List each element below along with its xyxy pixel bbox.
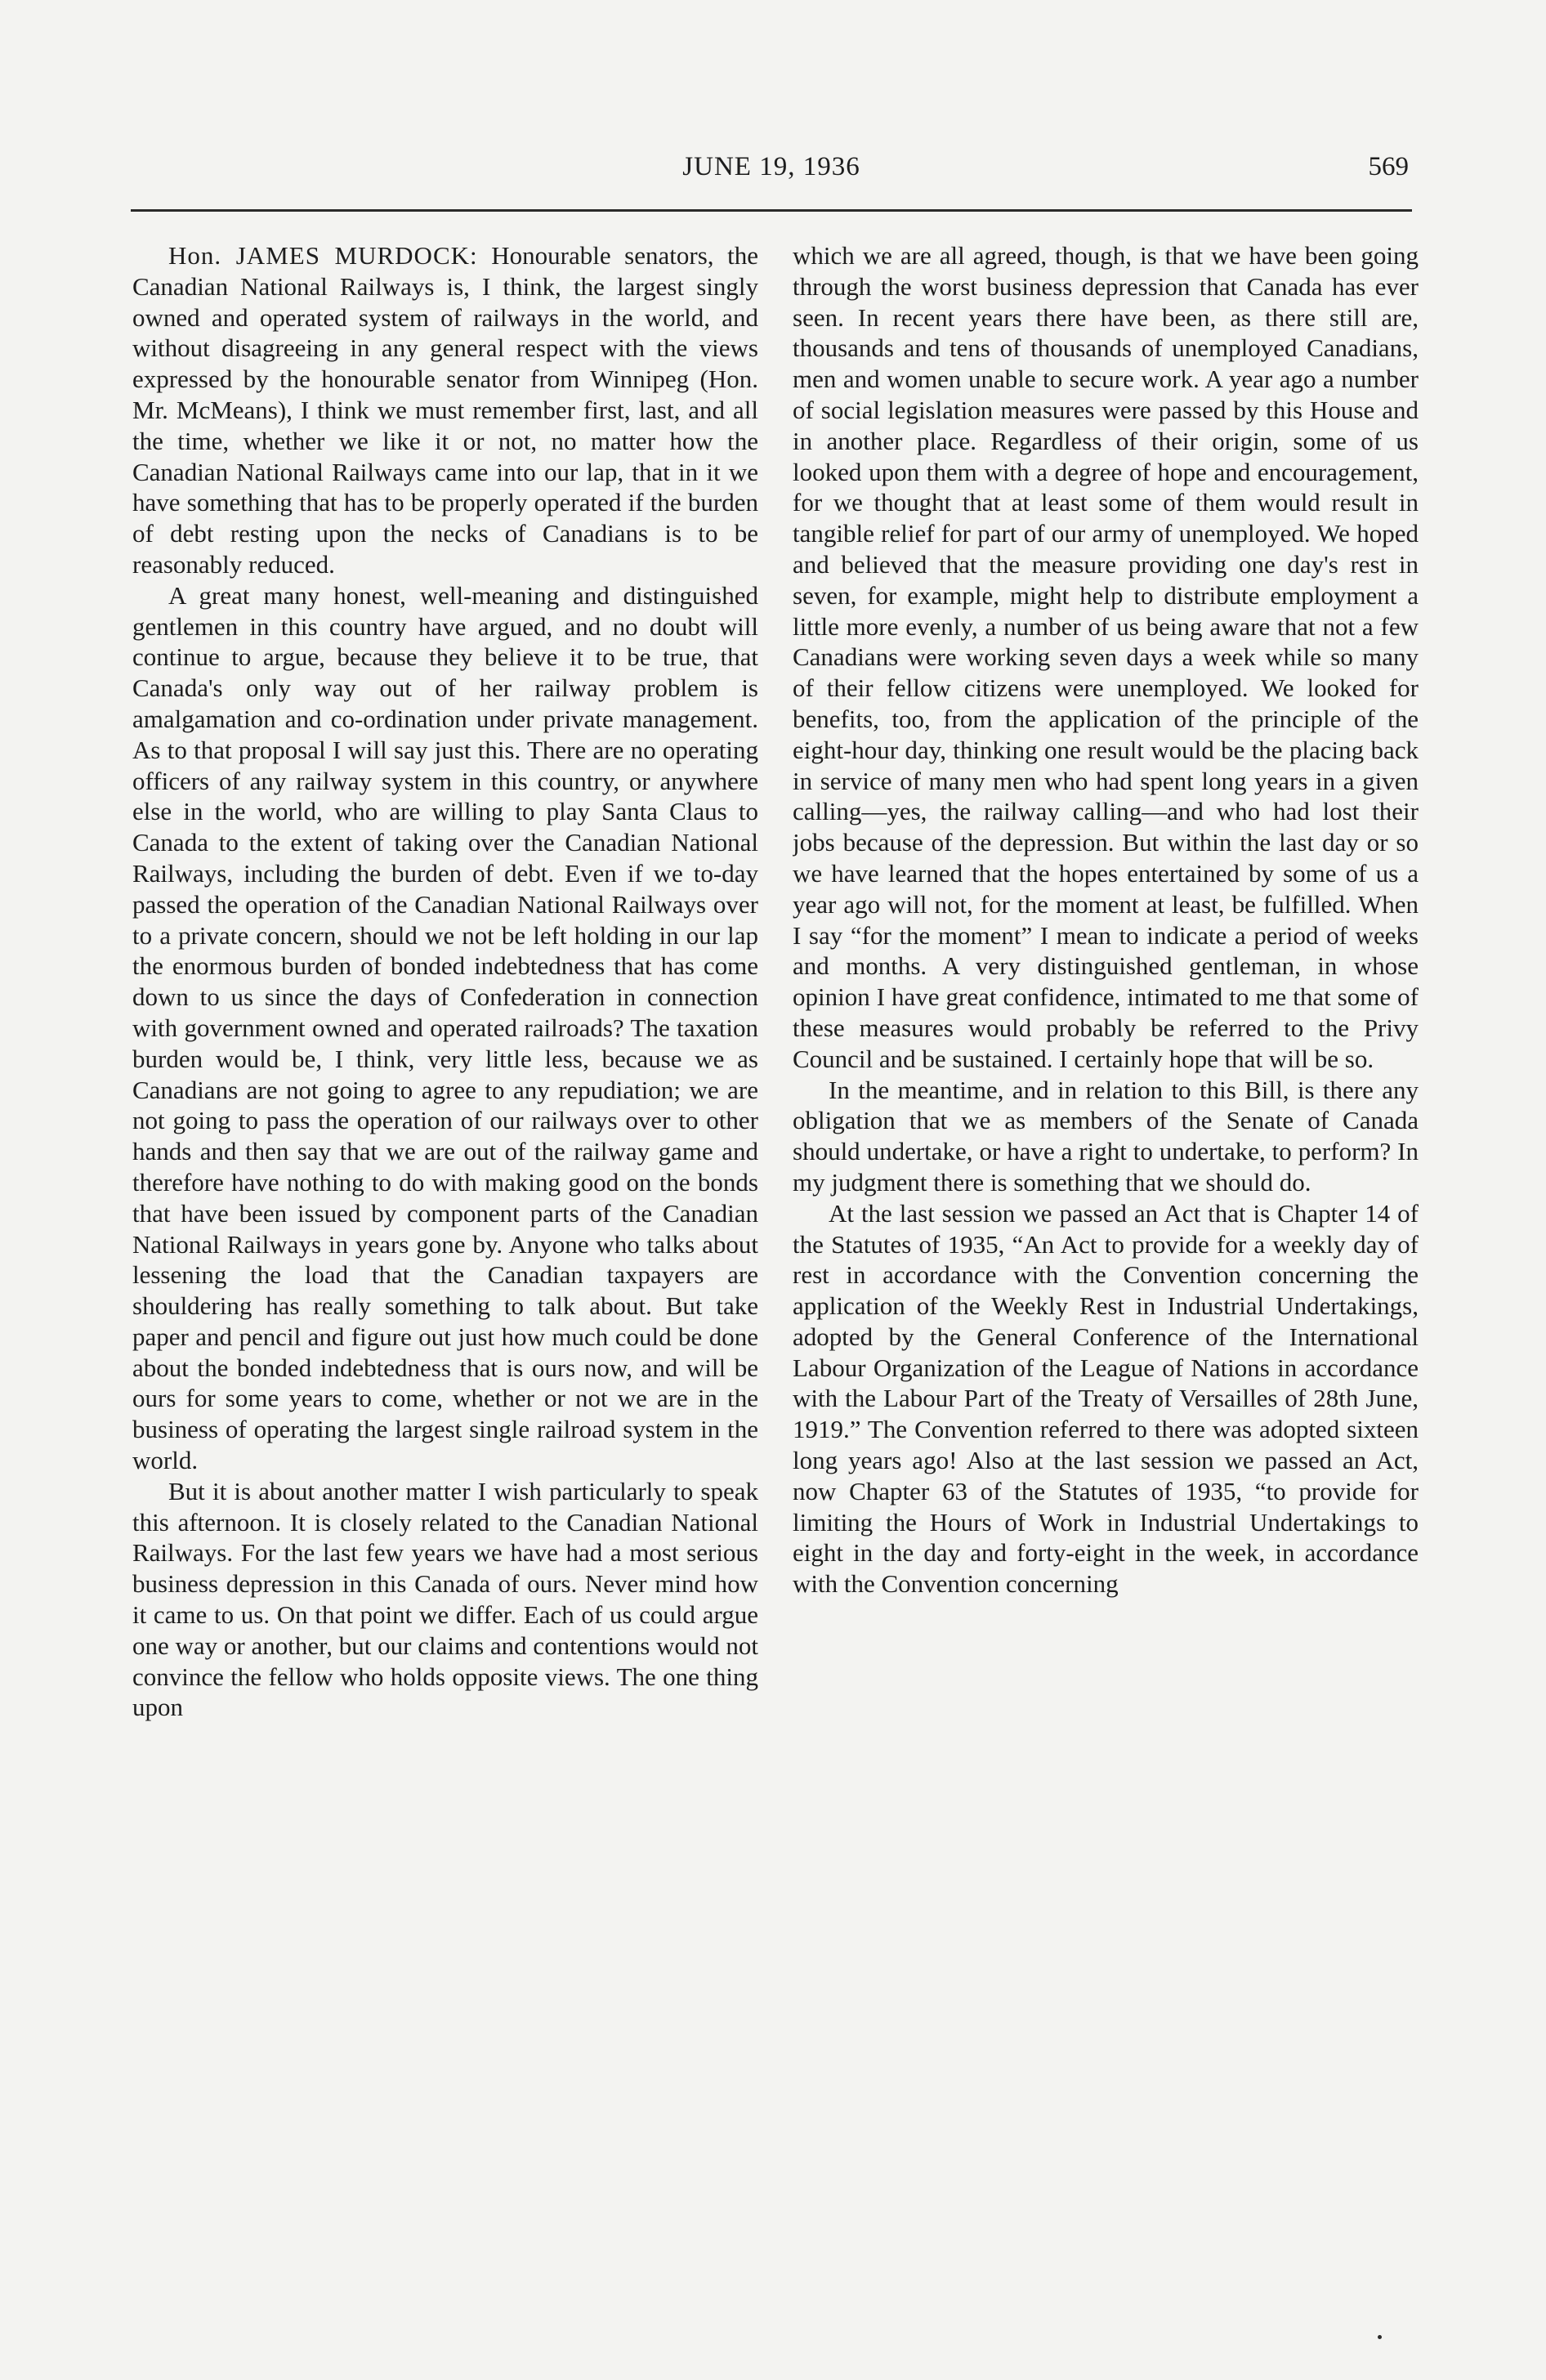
paragraph: [132, 240, 758, 580]
speaker-name: Hon. JAMES MURDOCK:: [168, 241, 478, 270]
header-date: JUNE 19, 1936: [682, 152, 860, 181]
page-header: [131, 152, 1412, 193]
paragraph-text: Honourable senators, the Canadian National Railways is, I think, the largest singly owned and operated system of railways in the world, and without disagreeing in any general respect with the views expressed by the honourable senator from Winnipeg (Hon. Mr. McMeans), I think we must remember first, last, and all the time, whether we like it or not, no matter how the Canadian National Railways came into our lap, that in it we have something that has to be properly operated if the burden of debt resting upon the necks of Canadians is to be reasonably reduced.: [132, 241, 758, 579]
right-column: [793, 240, 1419, 2169]
page-number: 569: [1368, 152, 1409, 181]
header-rule: [131, 209, 1412, 212]
paragraph: But it is about another matter I wish particularly to speak this afternoon. It is closely related to the Canadian National Railways. For the last few years we have had a most serious business depression in this Canada of ours. Never mind how it came to us. On that point we differ. Each of us could argue one way or another, but our claims and contentions would not convince the fellow who holds opposite views. The one thing upon: [132, 1476, 758, 1722]
left-column: [132, 240, 758, 2169]
paragraph: A great many honest, well-meaning and distinguished gentlemen in this country have argued, and no doubt will continue to argue, because they believe it to be true, that Canada's only way out of her railway problem is amalgamation and co-ordination under private management. As to that proposal I will say just this. There are no operating officers of any railway system in this country, or anywhere else in the world, who are willing to play Santa Claus to Canada to the extent of taking over the Canadian National Railways, including the burden of debt. Even if we to-day passed the operation of the Canadian National Railways over to a private concern, should we not be left holding in our lap the enormous burden of bonded indebtedness that has come down to us since the days of Confederation in connection with government owned and operated railroads? The taxation burden would be, I think, very little less, because we as Canadians are not going to agree to any repudiation; we are not going to pass the operation of our railways over to other hands and then say that we are out of the railway game and therefore have nothing to do with making good on the bonds that have been issued by component parts of the Canadian National Railways in years gone by. Anyone who talks about lessening the load that the Canadian taxpayers are shouldering has really something to talk about. But take paper and pencil and figure out just how much could be done about the bonded indebtedness that is ours now, and will be ours for some years to come, whether or not we are in the business of operating the largest single railroad system in the world.: [132, 580, 758, 1475]
paragraph: In the meantime, and in relation to this Bill, is there any obligation that we as members of the Senate of Canada should undertake, or have a right to undertake, to perform? In my judgment there is something that we should do.: [793, 1075, 1419, 1197]
paragraph-continued: which we are all agreed, though, is that we have been going through the worst business depression that Canada has ever seen. In recent years there have been, as there still are, thousands and tens of thousands of unemployed Canadians, men and women unable to secure work. A year ago a number of social legislation measures were passed by this House and in another place. Regardless of their origin, some of us looked upon them with a degree of hope and encouragement, for we thought that at least some of them would result in tangible relief for part of our army of unemployed. We hoped and believed that the measure providing one day's rest in seven, for example, might help to distribute employment a little more evenly, a number of us being aware that not a few Canadians were working seven days a week while so many of their fellow citizens were unemployed. We looked for benefits, too, from the application of the principle of the eight-hour day, thinking one result would be the placing back in service of many men who had spent long years in a given calling—yes, the railway calling—and who had lost their jobs because of the depression. But within the last day or so we have learned that the hopes entertained by some of us a year ago will not, for the moment at least, be fulfilled. When I say “for the moment” I mean to indicate a period of weeks and months. A very distinguished gentleman, in whose opinion I have great confidence, intimated to me that some of these measures would probably be referred to the Privy Council and be sustained. I certainly hope that will be so.: [793, 241, 1419, 1073]
print-mark: [1378, 2335, 1382, 2339]
paragraph: At the last session we passed an Act that is Chapter 14 of the Statutes of 1935, “An Act to provide for a weekly day of rest in accordance with the Convention concerning the application of the Weekly Rest in Industrial Undertakings, adopted by the General Conference of the International Labour Organization of the League of Nations in accordance with the Labour Part of the Treaty of Versailles of 28th June, 1919.” The Convention referred to there was adopted sixteen long years ago! Also at the last session we passed an Act, now Chapter 63 of the Statutes of 1935, “to provide for limiting the Hours of Work in Industrial Undertakings to eight in the day and forty-eight in the week, in accordance with the Convention concerning: [793, 1198, 1419, 1599]
